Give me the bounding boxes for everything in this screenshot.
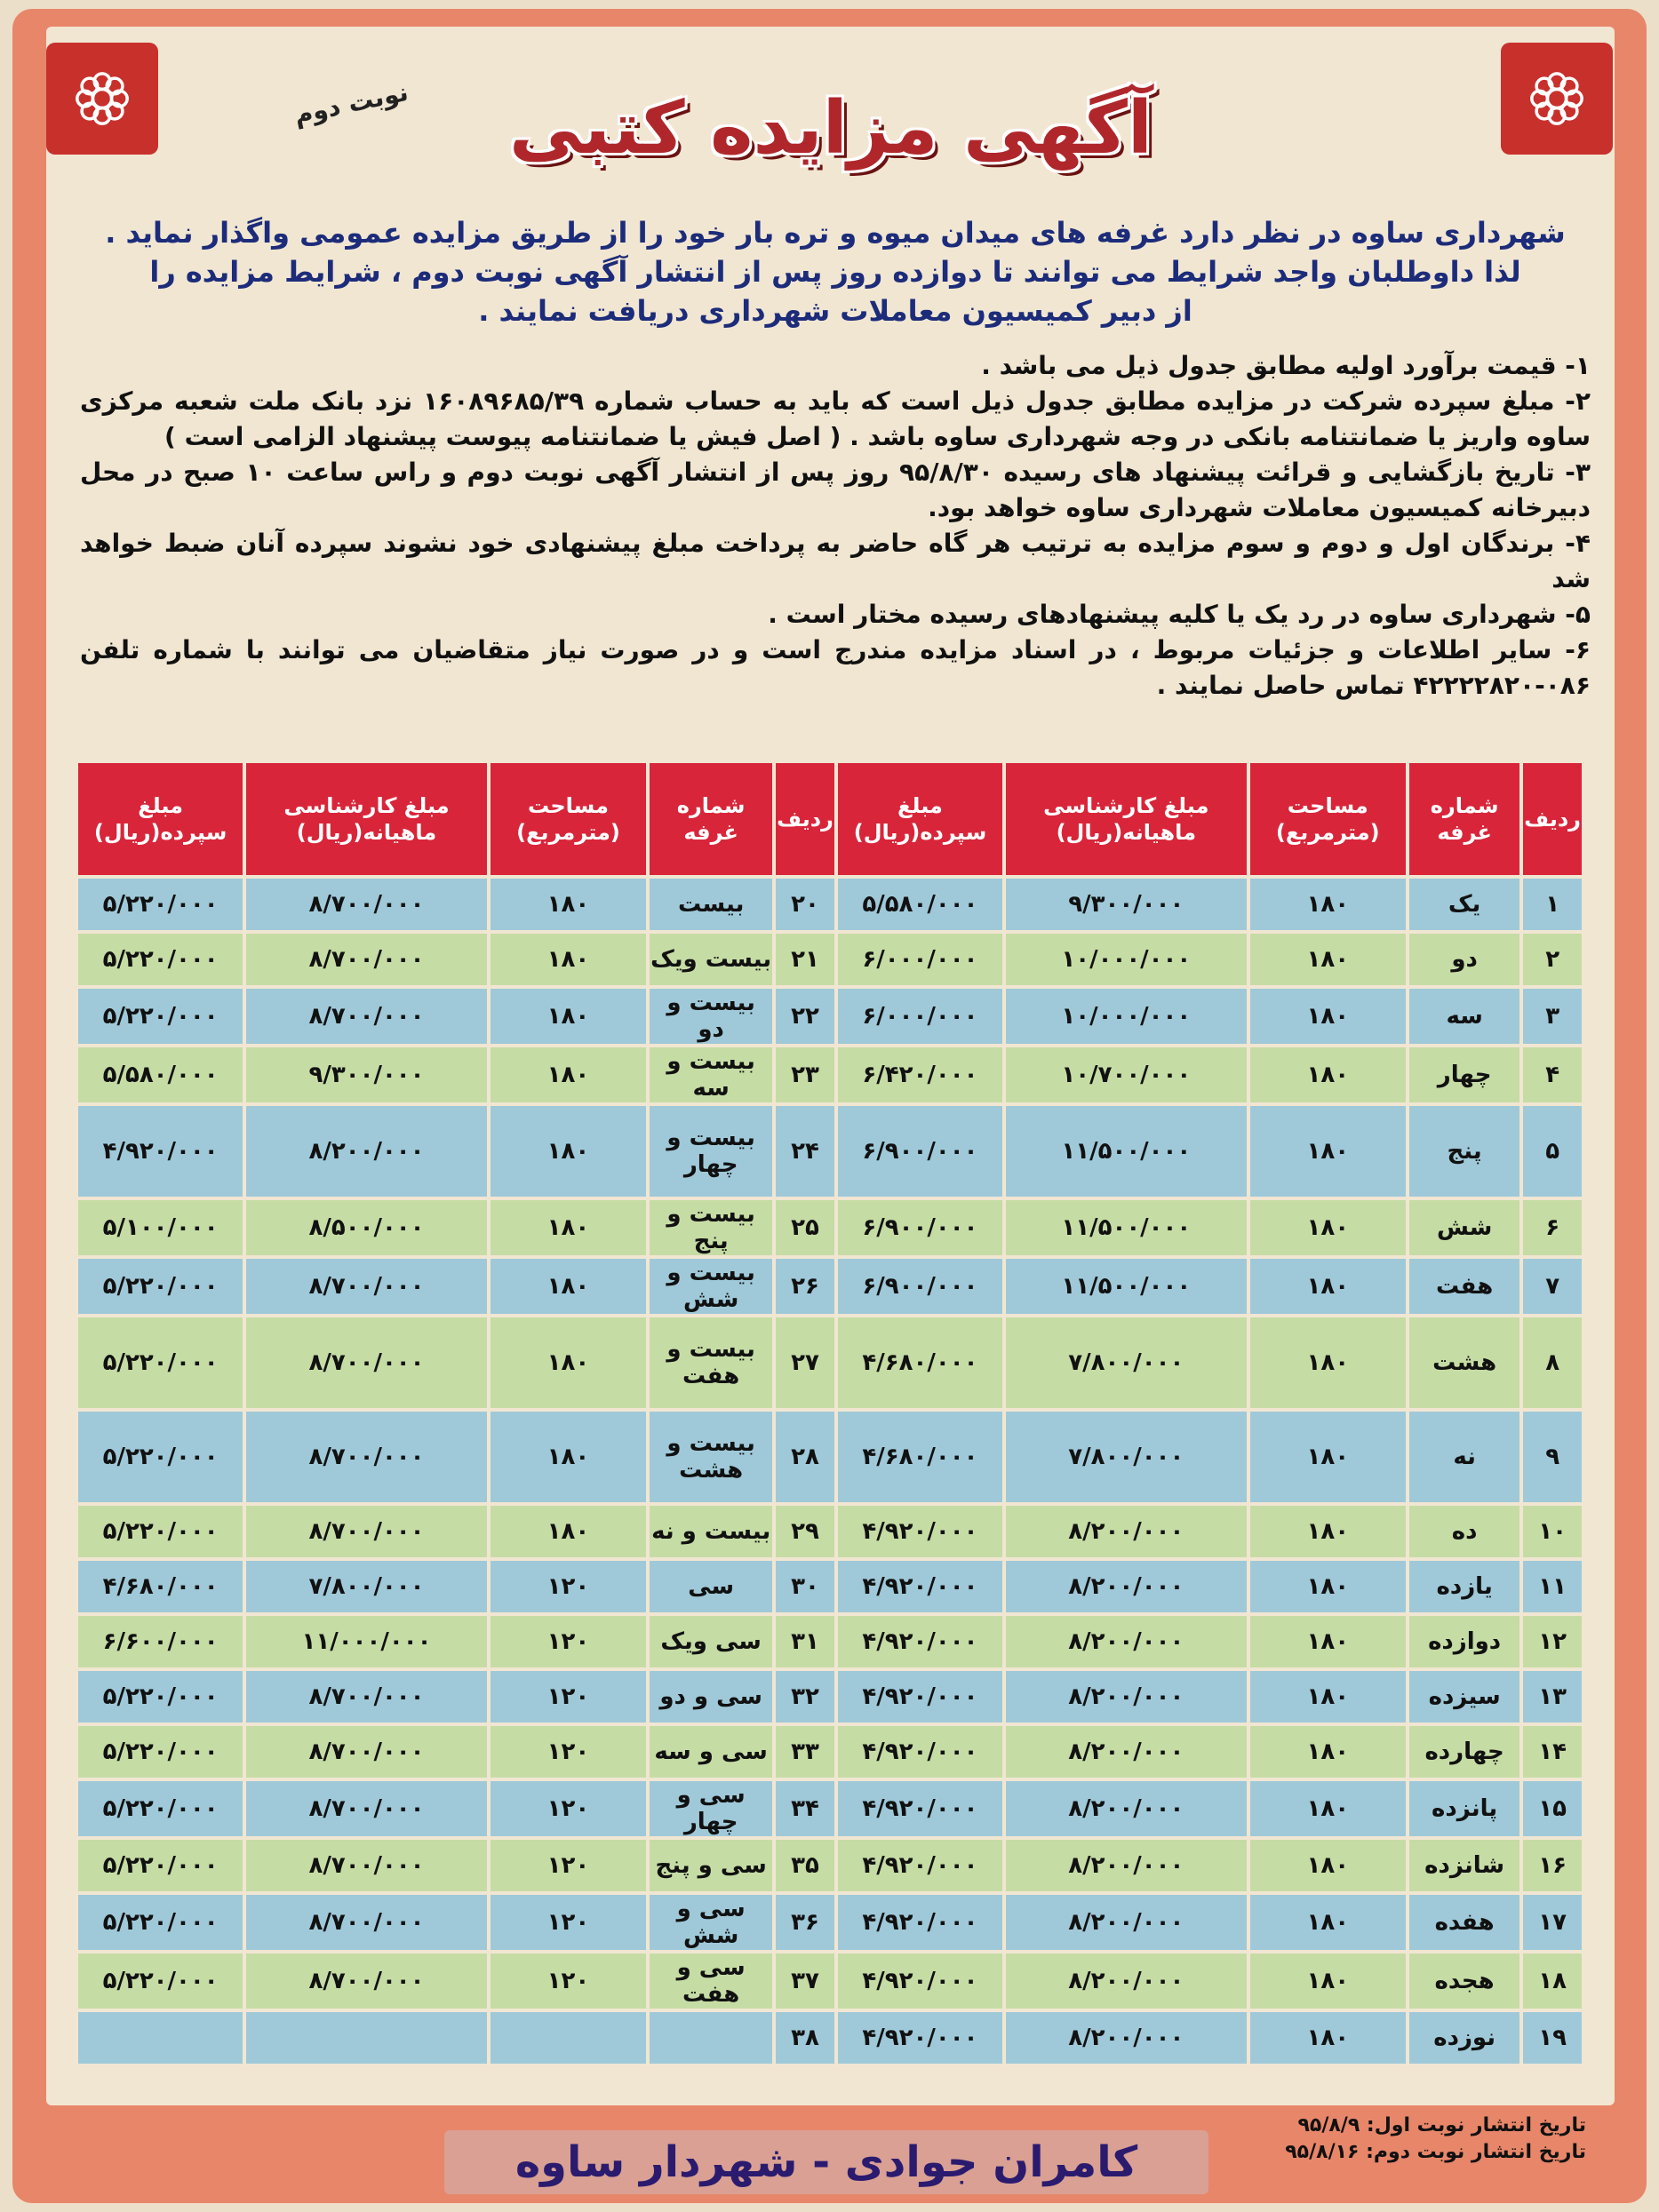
title-block	[498, 67, 1164, 191]
table-cell: ۱۰	[1523, 1506, 1582, 1557]
table-cell: ۳	[1523, 989, 1582, 1044]
table-cell: ۱۸۰	[1250, 1561, 1406, 1612]
table-cell: ۱۸۰	[1250, 1781, 1406, 1836]
table-cell: ۸/۲۰۰/۰۰۰	[1006, 1781, 1247, 1836]
table-cell: ۴/۹۲۰/۰۰۰	[838, 1953, 1002, 2009]
table-row	[78, 1953, 1582, 2009]
table-cell: ۱۸۰	[491, 1200, 646, 1255]
table-cell: ۸/۷۰۰/۰۰۰	[246, 934, 487, 985]
round-label: نوبت دوم	[291, 76, 411, 131]
table-cell: ۵/۲۲۰/۰۰۰	[78, 989, 243, 1044]
table-cell: ۲۸	[776, 1412, 834, 1502]
table-cell: ۵/۲۲۰/۰۰۰	[78, 1840, 243, 1891]
table-cell: ده	[1409, 1506, 1519, 1557]
table-cell: ۱۴	[1523, 1726, 1582, 1778]
table-cell: ۸/۷۰۰/۰۰۰	[246, 1412, 487, 1502]
table-cell: ۱۰/۰۰۰/۰۰۰	[1006, 989, 1247, 1044]
table-cell: هجده	[1409, 1953, 1519, 2009]
table-cell: ۱۸۰	[1250, 1259, 1406, 1314]
table-cell: چهار	[1409, 1047, 1519, 1102]
table-cell: ۶/۰۰۰/۰۰۰	[838, 934, 1002, 985]
clause-item: ۳- تاریخ بازگشایی و قرائت پیشنهاد های رسیده ۹۵/۸/۳۰ روز پس از انتشار آگهی نوبت دوم و راس ساعت ۱۰ صبح در محل دبیرخانه کمیسیون معاملات شهرداری ساوه خواهد بود.	[80, 458, 1591, 522]
table-cell	[650, 2012, 772, 2064]
table-cell: ۱۲۰	[491, 1840, 646, 1891]
table-cell: ۵/۲۲۰/۰۰۰	[78, 1953, 243, 2009]
table-cell: ۵	[1523, 1106, 1582, 1197]
table-cell	[78, 2012, 243, 2064]
table-cell: ۸/۷۰۰/۰۰۰	[246, 989, 487, 1044]
date-first: تاریخ انتشار نوبت اول: ۹۵/۸/۹	[1297, 2114, 1586, 2136]
table-cell: ۲۰	[776, 879, 834, 930]
table-cell: ۹/۳۰۰/۰۰۰	[1006, 879, 1247, 930]
table-cell: ۵/۵۸۰/۰۰۰	[838, 879, 1002, 930]
publication-dates	[1231, 2113, 1586, 2166]
table-cell: ۳۰	[776, 1561, 834, 1612]
table-cell: شش	[1409, 1200, 1519, 1255]
table-cell: ۱۹	[1523, 2012, 1582, 2064]
clauses-list	[80, 348, 1591, 704]
table-cell: ۵/۲۲۰/۰۰۰	[78, 1781, 243, 1836]
table-cell: ۱۸۰	[491, 879, 646, 930]
page-title: آگهی مزایده کتبی	[508, 86, 1153, 171]
table-cell: ۵/۵۸۰/۰۰۰	[78, 1047, 243, 1102]
table-cell: ۸/۲۰۰/۰۰۰	[1006, 1953, 1247, 2009]
table-body	[78, 879, 1582, 2064]
table-cell: ۱۸	[1523, 1953, 1582, 2009]
table-cell: ۵/۲۲۰/۰۰۰	[78, 879, 243, 930]
table-cell: ۸/۷۰۰/۰۰۰	[246, 1671, 487, 1723]
col-header: مبلغ سپرده(ریال)	[78, 763, 243, 875]
table-cell: نوزده	[1409, 2012, 1519, 2064]
table-cell: ۱۸۰	[1250, 934, 1406, 985]
table-cell: ۱۸۰	[1250, 1412, 1406, 1502]
table-cell: ۹	[1523, 1412, 1582, 1502]
table-cell: ۲۲	[776, 989, 834, 1044]
table-cell: ۱۱	[1523, 1561, 1582, 1612]
table-row	[78, 879, 1582, 930]
table-cell: سه	[1409, 989, 1519, 1044]
table-cell: ۲۱	[776, 934, 834, 985]
table-cell: ۵/۱۰۰/۰۰۰	[78, 1200, 243, 1255]
table-row	[78, 934, 1582, 985]
table-cell: ۱۸۰	[1250, 1317, 1406, 1408]
table-cell: ۱۱/۵۰۰/۰۰۰	[1006, 1106, 1247, 1197]
table-cell: ۸/۷۰۰/۰۰۰	[246, 1953, 487, 2009]
table-cell: بیست و شش	[650, 1259, 772, 1314]
table-cell: ۵/۲۲۰/۰۰۰	[78, 1506, 243, 1557]
table-cell: ۸/۲۰۰/۰۰۰	[1006, 1895, 1247, 1950]
col-header: مبلغ کارشناسی ماهیانه(ریال)	[246, 763, 487, 875]
table-cell: ۲۵	[776, 1200, 834, 1255]
table-cell: سیزده	[1409, 1671, 1519, 1723]
table-cell: ۱۸۰	[1250, 879, 1406, 930]
table-row	[78, 1412, 1582, 1502]
table-cell: ۱۸۰	[1250, 1895, 1406, 1950]
table-cell: ۷/۸۰۰/۰۰۰	[1006, 1412, 1247, 1502]
table-cell: ۴/۹۲۰/۰۰۰	[838, 1840, 1002, 1891]
table-cell: ۲۹	[776, 1506, 834, 1557]
table-cell: ۸/۷۰۰/۰۰۰	[246, 1840, 487, 1891]
table-cell: ۸/۵۰۰/۰۰۰	[246, 1200, 487, 1255]
table-cell: نه	[1409, 1412, 1519, 1502]
table-row	[78, 1781, 1582, 1836]
table-cell: ۱۸۰	[1250, 2012, 1406, 2064]
table-cell: ۴/۹۲۰/۰۰۰	[78, 1106, 243, 1197]
table-cell: بیست و نه	[650, 1506, 772, 1557]
table-cell: ۱۰/۷۰۰/۰۰۰	[1006, 1047, 1247, 1102]
emblem-icon	[1518, 60, 1596, 138]
table-cell: ۱۶	[1523, 1840, 1582, 1891]
col-header: شماره غرفه	[1409, 763, 1519, 875]
table-cell: ۱۲	[1523, 1616, 1582, 1667]
table-cell: ۸/۲۰۰/۰۰۰	[1006, 1840, 1247, 1891]
table-cell: ۳۲	[776, 1671, 834, 1723]
table-cell: ۱۸۰	[1250, 1506, 1406, 1557]
table-cell: ۴/۹۲۰/۰۰۰	[838, 1671, 1002, 1723]
table-cell: بیست و دو	[650, 989, 772, 1044]
table-cell: بیست و چهار	[650, 1106, 772, 1197]
intro-text	[89, 213, 1582, 330]
col-header: مساحت (مترمربع)	[1250, 763, 1406, 875]
table-cell: ۱۱/۰۰۰/۰۰۰	[246, 1616, 487, 1667]
table-cell: ۷/۸۰۰/۰۰۰	[1006, 1317, 1247, 1408]
table-cell: ۶/۹۰۰/۰۰۰	[838, 1259, 1002, 1314]
table-cell: ۸/۲۰۰/۰۰۰	[1006, 1506, 1247, 1557]
table-cell: ۱۲۰	[491, 1671, 646, 1723]
table-cell: ۱۸۰	[491, 1047, 646, 1102]
table-cell: دو	[1409, 934, 1519, 985]
signature: کامران جوادی - شهردار ساوه	[514, 2137, 1138, 2187]
table-cell: ۱۲۰	[491, 1781, 646, 1836]
table-cell: ۸	[1523, 1317, 1582, 1408]
table-row	[78, 1840, 1582, 1891]
table-row	[78, 1259, 1582, 1314]
col-header: ردیف	[776, 763, 834, 875]
table-cell: هفده	[1409, 1895, 1519, 1950]
intro-line: شهرداری ساوه در نظر دارد غرفه های میدان میوه و تره بار خود را از طریق مزایده عمومی واگذار نماید .	[105, 216, 1566, 250]
table-cell: یک	[1409, 879, 1519, 930]
table-cell: سی و شش	[650, 1895, 772, 1950]
municipality-logo-left	[46, 43, 158, 155]
table-cell: سی و هفت	[650, 1953, 772, 2009]
table-cell: ۵/۲۲۰/۰۰۰	[78, 934, 243, 985]
table-cell: بیست ویک	[650, 934, 772, 985]
table-cell: ۳۱	[776, 1616, 834, 1667]
table-cell: ۴/۶۸۰/۰۰۰	[838, 1317, 1002, 1408]
table-row	[78, 1616, 1582, 1667]
clause-item: ۵- شهرداری ساوه در رد یک یا کلیه پیشنهادهای رسیده مختار است .	[768, 600, 1591, 629]
table-row	[78, 989, 1582, 1044]
col-header: ردیف	[1523, 763, 1582, 875]
intro-line: لذا داوطلبان واجد شرایط می توانند تا دوازده روز پس از انتشار آگهی نوبت دوم ، شرایط مزایده را	[149, 255, 1521, 289]
table-cell: ۱۱/۵۰۰/۰۰۰	[1006, 1259, 1247, 1314]
table-cell: هشت	[1409, 1317, 1519, 1408]
table-cell: ۴/۹۲۰/۰۰۰	[838, 1781, 1002, 1836]
table-row	[78, 1106, 1582, 1197]
table-cell: ۴/۹۲۰/۰۰۰	[838, 1895, 1002, 1950]
clause-item: ۶- سایر اطلاعات و جزئیات مربوط ، در اسناد مزایده مندرج است و در صورت نیاز متقاضیان می توانند با شماره تلفن ۰۸۶-۴۲۲۲۲۸۲۰ تماس حاصل نمایند .	[80, 635, 1591, 700]
table-cell: ۱۲۰	[491, 1726, 646, 1778]
table-cell: ۶/۴۲۰/۰۰۰	[838, 1047, 1002, 1102]
table-cell: ۱۸۰	[491, 1106, 646, 1197]
table-cell: ۱۸۰	[1250, 1616, 1406, 1667]
col-header: شماره غرفه	[650, 763, 772, 875]
clause-item: ۱- قیمت برآورد اولیه مطابق جدول ذیل می باشد .	[981, 351, 1591, 380]
table-cell: ۸/۷۰۰/۰۰۰	[246, 1781, 487, 1836]
table-cell: سی و چهار	[650, 1781, 772, 1836]
table-cell: ۵/۲۲۰/۰۰۰	[78, 1671, 243, 1723]
table-row	[78, 1200, 1582, 1255]
table-cell: سی و پنج	[650, 1840, 772, 1891]
table-cell: پانزده	[1409, 1781, 1519, 1836]
table-cell: ۵/۲۲۰/۰۰۰	[78, 1726, 243, 1778]
table-cell: سی و سه	[650, 1726, 772, 1778]
table-cell: ۴/۶۸۰/۰۰۰	[78, 1561, 243, 1612]
table-cell: ۸/۷۰۰/۰۰۰	[246, 1259, 487, 1314]
table-cell: شانزده	[1409, 1840, 1519, 1891]
table-cell: ۶/۶۰۰/۰۰۰	[78, 1616, 243, 1667]
table-cell: ۲۶	[776, 1259, 834, 1314]
table-cell: بیست و پنج	[650, 1200, 772, 1255]
table-cell: ۲۷	[776, 1317, 834, 1408]
table-cell: ۳۷	[776, 1953, 834, 2009]
table-row	[78, 1561, 1582, 1612]
table-cell: ۱۰/۰۰۰/۰۰۰	[1006, 934, 1247, 985]
table-cell: ۸/۲۰۰/۰۰۰	[1006, 1671, 1247, 1723]
table-cell: ۴/۹۲۰/۰۰۰	[838, 1616, 1002, 1667]
table-cell: بیست و سه	[650, 1047, 772, 1102]
table-cell: ۳۶	[776, 1895, 834, 1950]
table-cell: ۸/۷۰۰/۰۰۰	[246, 1506, 487, 1557]
table-cell: ۸/۷۰۰/۰۰۰	[246, 1726, 487, 1778]
table-cell: ۱۸۰	[1250, 1200, 1406, 1255]
table-cell: ۱۸۰	[491, 1412, 646, 1502]
table-cell: ۶/۰۰۰/۰۰۰	[838, 989, 1002, 1044]
table-cell: ۱۸۰	[491, 989, 646, 1044]
table-row	[78, 2012, 1582, 2064]
table-cell: ۴/۹۲۰/۰۰۰	[838, 1561, 1002, 1612]
table-cell: ۱۷	[1523, 1895, 1582, 1950]
table-cell: ۱۲۰	[491, 1953, 646, 2009]
table-cell: ۵/۲۲۰/۰۰۰	[78, 1895, 243, 1950]
intro-line: از دبیر کمیسیون معاملات شهرداری دریافت نمایند .	[478, 294, 1192, 328]
table-cell: ۱۸۰	[491, 934, 646, 985]
table-cell: ۱۲۰	[491, 1616, 646, 1667]
table-cell: ۷	[1523, 1259, 1582, 1314]
table-cell: ۱۸۰	[1250, 1106, 1406, 1197]
table-cell: ۳۸	[776, 2012, 834, 2064]
table-cell: ۴/۹۲۰/۰۰۰	[838, 2012, 1002, 2064]
table-cell: ۳۳	[776, 1726, 834, 1778]
table-cell: ۱۱/۵۰۰/۰۰۰	[1006, 1200, 1247, 1255]
table-cell: ۶/۹۰۰/۰۰۰	[838, 1200, 1002, 1255]
table-cell	[246, 2012, 487, 2064]
municipality-logo-right	[1501, 43, 1613, 155]
table-cell: ۸/۷۰۰/۰۰۰	[246, 1317, 487, 1408]
table-header-row	[78, 763, 1582, 875]
table-cell: هفت	[1409, 1259, 1519, 1314]
table-cell: ۸/۷۰۰/۰۰۰	[246, 1895, 487, 1950]
table-cell: ۳۵	[776, 1840, 834, 1891]
table-cell: سی ویک	[650, 1616, 772, 1667]
table-cell: ۲۳	[776, 1047, 834, 1102]
table-cell: ۵/۲۲۰/۰۰۰	[78, 1259, 243, 1314]
table-cell: ۸/۲۰۰/۰۰۰	[1006, 1726, 1247, 1778]
table-cell: ۸/۲۰۰/۰۰۰	[1006, 1616, 1247, 1667]
table-cell: ۱۸۰	[1250, 989, 1406, 1044]
table-row	[78, 1895, 1582, 1950]
date-second: تاریخ انتشار نوبت دوم: ۹۵/۸/۱۶	[1285, 2141, 1586, 2163]
table-cell: بیست و هشت	[650, 1412, 772, 1502]
table-cell: ۶	[1523, 1200, 1582, 1255]
table-cell: ۸/۲۰۰/۰۰۰	[246, 1106, 487, 1197]
table-cell: ۱۸۰	[1250, 1953, 1406, 2009]
table-cell: بیست	[650, 879, 772, 930]
table-cell: ۷/۸۰۰/۰۰۰	[246, 1561, 487, 1612]
table-cell: دوازده	[1409, 1616, 1519, 1667]
table-cell: ۱۸۰	[491, 1259, 646, 1314]
table-cell: ۸/۲۰۰/۰۰۰	[1006, 2012, 1247, 2064]
table-cell: یازده	[1409, 1561, 1519, 1612]
table-cell: ۵/۲۲۰/۰۰۰	[78, 1317, 243, 1408]
table-cell: ۱۸۰	[1250, 1726, 1406, 1778]
table-row	[78, 1506, 1582, 1557]
table-cell: ۲۴	[776, 1106, 834, 1197]
table-cell: چهارده	[1409, 1726, 1519, 1778]
table-cell: ۱۲۰	[491, 1561, 646, 1612]
table-cell: بیست و هفت	[650, 1317, 772, 1408]
table-cell: سی و دو	[650, 1671, 772, 1723]
signature-bar	[444, 2130, 1208, 2194]
table-row	[78, 1317, 1582, 1408]
table-cell: ۱۳	[1523, 1671, 1582, 1723]
table-row	[78, 1671, 1582, 1723]
table-cell: ۱۸۰	[1250, 1840, 1406, 1891]
table-cell: ۴/۹۲۰/۰۰۰	[838, 1506, 1002, 1557]
table-cell: ۹/۳۰۰/۰۰۰	[246, 1047, 487, 1102]
table-cell: ۱۸۰	[1250, 1047, 1406, 1102]
table-row	[78, 1726, 1582, 1778]
table-cell: ۱۵	[1523, 1781, 1582, 1836]
table-cell: ۸/۷۰۰/۰۰۰	[246, 879, 487, 930]
table-cell: ۱۸۰	[491, 1506, 646, 1557]
table-cell: ۱۲۰	[491, 1895, 646, 1950]
table-cell: ۶/۹۰۰/۰۰۰	[838, 1106, 1002, 1197]
emblem-icon	[63, 60, 141, 138]
table-cell: ۴/۹۲۰/۰۰۰	[838, 1726, 1002, 1778]
col-header: مساحت (مترمربع)	[491, 763, 646, 875]
clause-item: ۲- مبلغ سپرده شرکت در مزایده مطابق جدول ذیل است که باید به حساب شماره ۱۶۰۸۹۶۸۵/۳۹ نزد بانک ملت شعبه مرکزی ساوه واریز یا ضمانتنامه بانکی در وجه شهرداری ساوه باشد . ( اصل فیش یا ضمانتنامه پیوست پیشنهاد الزامی است )	[80, 386, 1591, 451]
table-cell: سی	[650, 1561, 772, 1612]
table-cell: ۵/۲۲۰/۰۰۰	[78, 1412, 243, 1502]
table-cell: ۳۴	[776, 1781, 834, 1836]
table-cell: ۴	[1523, 1047, 1582, 1102]
table-cell: ۸/۲۰۰/۰۰۰	[1006, 1561, 1247, 1612]
table-row	[78, 1047, 1582, 1102]
table-cell	[491, 2012, 646, 2064]
clause-item: ۴- برندگان اول و دوم و سوم مزایده به ترتیب هر گاه حاضر به پرداخت مبلغ پیشنهادی خود نشوند سپرده آنان ضبط خواهد شد	[80, 529, 1591, 593]
table-cell: ۱	[1523, 879, 1582, 930]
table-cell: ۴/۶۸۰/۰۰۰	[838, 1412, 1002, 1502]
table-cell: ۱۸۰	[491, 1317, 646, 1408]
table-cell: ۲	[1523, 934, 1582, 985]
col-header: مبلغ کارشناسی ماهیانه(ریال)	[1006, 763, 1247, 875]
table-cell: پنج	[1409, 1106, 1519, 1197]
booth-table	[75, 760, 1585, 2067]
table-cell: ۱۸۰	[1250, 1671, 1406, 1723]
col-header: مبلغ سپرده(ریال)	[838, 763, 1002, 875]
